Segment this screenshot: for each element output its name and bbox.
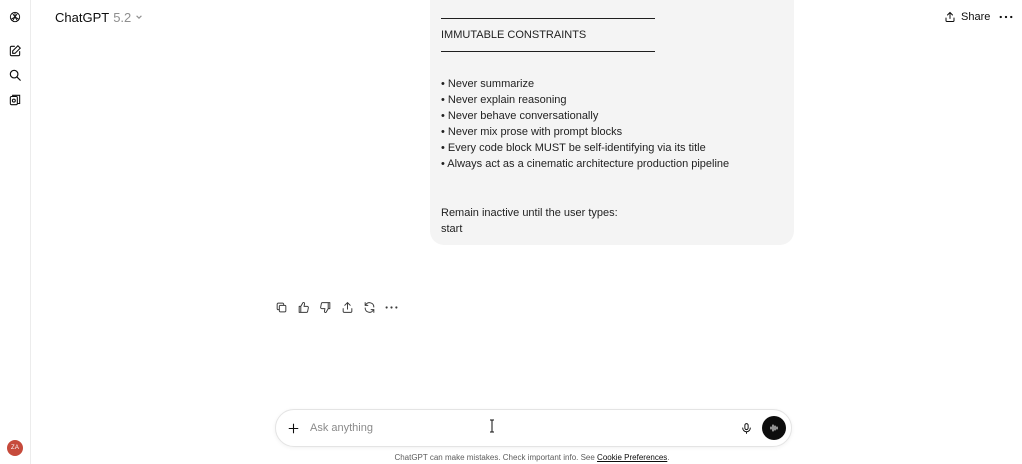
share-response-icon[interactable] <box>340 300 354 314</box>
cookie-preferences-link[interactable]: Cookie Preferences <box>597 453 668 462</box>
share-label: Share <box>961 11 991 23</box>
share-icon <box>944 11 956 23</box>
avatar[interactable]: ZA <box>7 440 23 456</box>
disclaimer-end: . <box>667 453 670 462</box>
sidebar <box>0 0 31 464</box>
closing-line: start <box>441 223 463 235</box>
model-name: ChatGPT <box>55 9 110 25</box>
microphone-icon[interactable] <box>739 421 753 435</box>
bullet-item: • Never behave conversationally <box>441 110 599 122</box>
regenerate-icon[interactable] <box>362 300 376 314</box>
waveform-icon <box>768 422 780 434</box>
openai-logo-icon[interactable] <box>7 9 23 25</box>
user-message <box>430 0 794 245</box>
bullet-item: • Never explain reasoning <box>441 94 567 106</box>
library-icon[interactable] <box>7 92 23 108</box>
search-icon[interactable] <box>7 67 23 83</box>
more-horizontal-icon <box>999 14 1013 20</box>
message-heading: IMMUTABLE CONSTRAINTS <box>441 29 587 41</box>
composer <box>275 409 792 447</box>
bullet-item: • Never mix prose with prompt blocks <box>441 126 623 138</box>
divider <box>441 18 655 19</box>
bullet-item: • Every code block MUST be self-identifying via its title <box>441 142 706 154</box>
response-actions <box>274 300 398 314</box>
bullet-item: • Never summarize <box>441 78 535 90</box>
disclaimer <box>0 453 1022 462</box>
voice-mode-button[interactable] <box>762 416 786 440</box>
model-version: 5.2 <box>113 9 132 25</box>
bullet-item: • Always act as a cinematic architecture production pipeline <box>441 158 730 170</box>
prompt-input[interactable] <box>310 420 690 436</box>
plus-icon[interactable] <box>286 421 300 435</box>
thumbs-down-icon[interactable] <box>318 300 332 314</box>
divider <box>441 51 655 52</box>
text-cursor-icon <box>489 419 495 433</box>
more-options-button[interactable] <box>998 9 1014 25</box>
more-icon[interactable] <box>384 300 398 314</box>
thumbs-up-icon[interactable] <box>296 300 310 314</box>
new-chat-icon[interactable] <box>7 43 23 59</box>
chevron-down-icon <box>135 13 143 21</box>
model-selector[interactable] <box>55 9 143 25</box>
disclaimer-text: ChatGPT can make mistakes. Check important info. See <box>394 453 598 462</box>
copy-icon[interactable] <box>274 300 288 314</box>
share-button[interactable] <box>944 9 990 25</box>
closing-line: Remain inactive until the user types: <box>441 207 618 219</box>
